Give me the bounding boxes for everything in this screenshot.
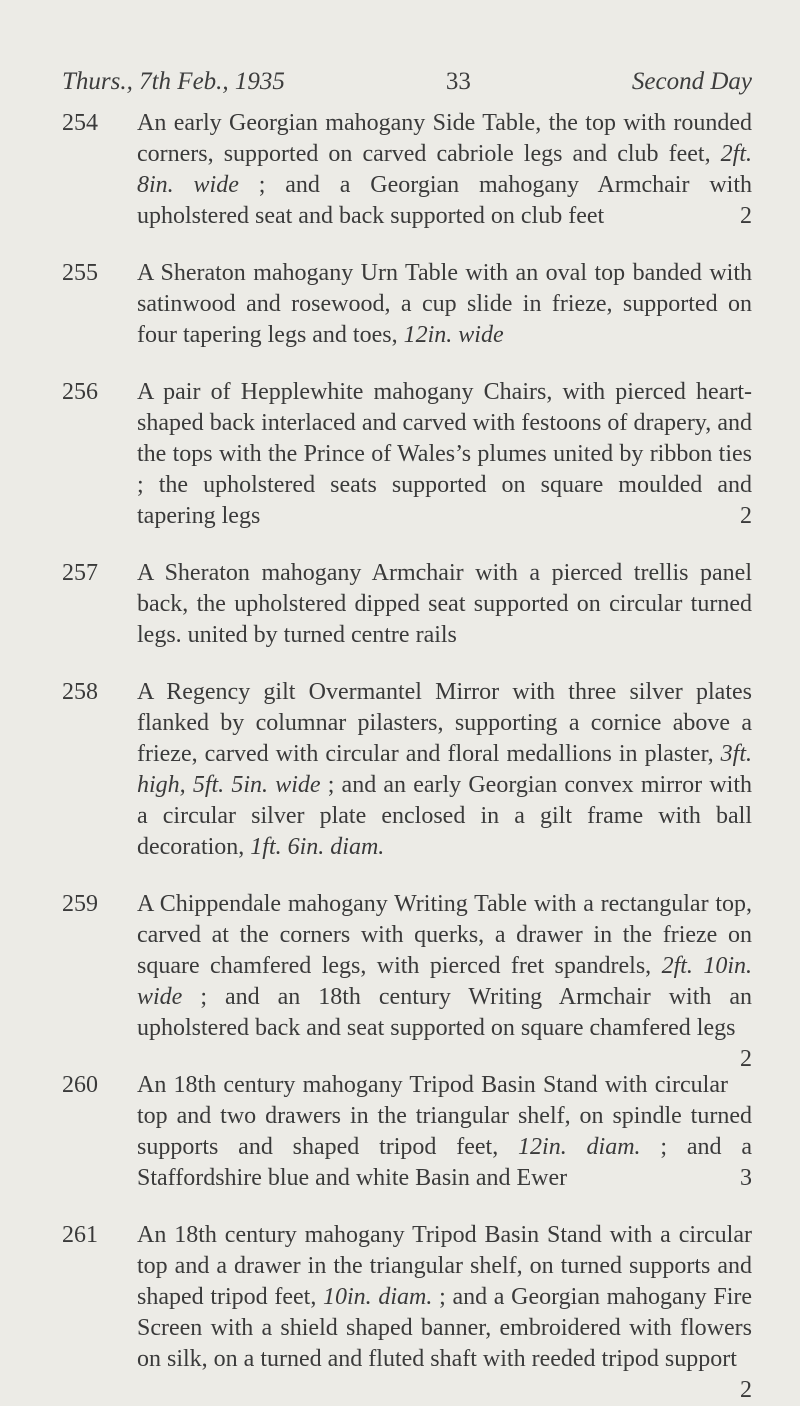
lot-text: ; and an early Georgian convex mirror with a circular silver plate enclosed in a gilt frame with ball decoration, <box>137 772 753 860</box>
sale-date: Thurs., 7th Feb., 1935 <box>62 68 285 95</box>
lot-quantity: 2 <box>740 1377 752 1403</box>
lot-number: 259 <box>62 891 98 917</box>
lot-text: ; and a Staffordshire blue and white Basin and Ewer <box>137 1134 752 1191</box>
lot-dimension: 1ft. 6in. diam. <box>250 834 385 860</box>
lot-list <box>62 108 752 1406</box>
lot-number: 260 <box>62 1072 98 1098</box>
lot-entry <box>62 108 752 232</box>
lot-description <box>137 560 752 648</box>
page-header <box>62 68 752 96</box>
lot-text: An early Georgian mahogany Side Table, the top with rounded corners, supported on carved cabriole legs and club feet, <box>137 110 752 167</box>
lot-text: An 18th century mahogany Tripod Basin Stand with circular top and two drawers in the triangular shelf, on spindle turned supports and shaped tripod feet, <box>137 1072 752 1160</box>
lot-number: 254 <box>62 110 98 136</box>
lot-text: ; and an 18th century Writing Armchair with an upholstered back and seat supported on square chamfered legs <box>137 984 752 1041</box>
lot-number: 256 <box>62 379 98 405</box>
lot-dimension: 2ft. 8in. wide <box>137 141 752 198</box>
lot-text: A Chippendale mahogany Writing Table with a rectangular top, carved at the corners with querks, a drawer in the frieze on square chamfered legs, with pierced fret spandrels, <box>137 891 752 979</box>
lot-entry <box>62 1220 753 1403</box>
lot-number: 258 <box>62 679 98 705</box>
lot-dimension: 12in. wide <box>403 322 504 348</box>
lot-number: 257 <box>62 560 98 586</box>
lot-description <box>137 891 752 1072</box>
lot-text: A Sheraton mahogany Urn Table with an oval top banded with satinwood and rosewood, a cup slide in frieze, supported on four tapering legs and toes, <box>137 260 752 348</box>
sale-day: Second Day <box>631 68 752 95</box>
lot-quantity: 2 <box>740 203 752 229</box>
lot-entry <box>62 377 752 532</box>
lot-description <box>137 679 752 860</box>
lot-entry <box>62 258 752 351</box>
lot-text: A Regency gilt Overmantel Mirror with three silver plates flanked by columnar pilasters, supporting a cornice above a frieze, carved with circular and floral medallions in plaster, <box>137 679 752 767</box>
lot-quantity: 2 <box>740 1046 752 1072</box>
lot-description <box>137 260 752 348</box>
lot-dimension: 10in. diam. <box>323 1284 433 1310</box>
lot-text: A Sheraton mahogany Armchair with a pierced trellis panel back, the upholstered dipped seat supported on circular turned legs. united by turned centre rails <box>137 560 752 648</box>
page-number: 33 <box>445 68 471 95</box>
lot-entry <box>62 558 752 651</box>
lot-quantity: 2 <box>740 503 752 529</box>
lot-description <box>137 110 752 229</box>
lot-text: ; and a Georgian mahogany Armchair with upholstered seat and back supported on club feet <box>137 172 752 229</box>
lot-number: 261 <box>62 1222 98 1248</box>
lot-entry <box>62 677 752 863</box>
lot-description <box>137 379 752 529</box>
lot-dimension: 12in. diam. <box>518 1134 641 1160</box>
lot-description <box>137 1222 753 1403</box>
lot-dimension: 2ft. 10in. wide <box>137 953 752 1010</box>
lot-number: 255 <box>62 260 98 286</box>
lot-quantity: 3 <box>740 1165 752 1191</box>
lot-text: An 18th century mahogany Tripod Basin Stand with a circular top and a drawer in the triangular shelf, on turned supports and shaped tripod feet, <box>137 1222 752 1310</box>
lot-dimension: 3ft. high, 5ft. 5in. wide <box>137 741 752 798</box>
lot-entry <box>62 1070 752 1194</box>
lot-text: ; and a Georgian mahogany Fire Screen with a shield shaped banner, embroidered with flowers on silk, on a turned and fluted shaft with reeded tripod support <box>137 1284 753 1372</box>
lot-description <box>137 1072 752 1191</box>
lot-entry <box>62 889 752 1072</box>
lot-text: A pair of Hepplewhite mahogany Chairs, with pierced heart-shaped back interlaced and carved with festoons of drapery, and the tops with the Prince of Wales’s plumes united by ribbon ties ; the upholstered seats supported on square moulded and tapering legs <box>137 379 752 529</box>
